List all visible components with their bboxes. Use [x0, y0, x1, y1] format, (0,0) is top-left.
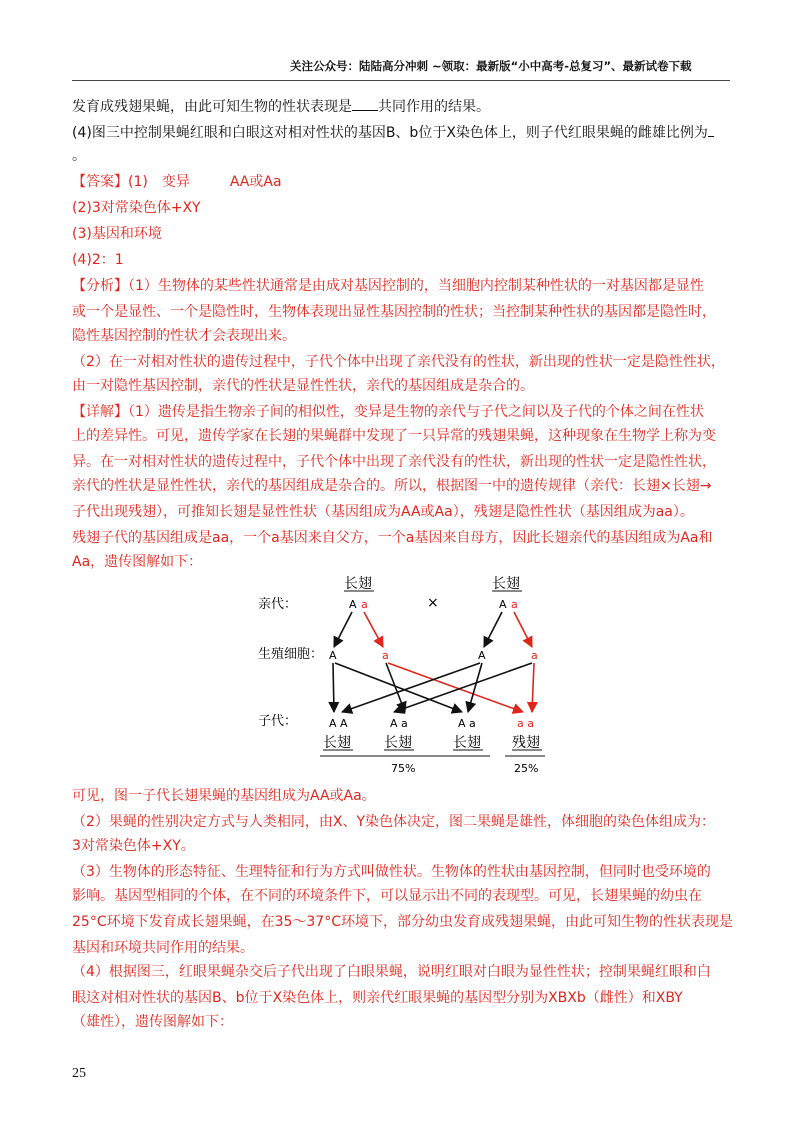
- parent-right-phenotype: 长翅: [492, 576, 520, 592]
- detail-line: [72, 402, 704, 422]
- parent-right-gene-A: A: [499, 598, 507, 611]
- analysis-line: 由一对隐性基因控制，亲代的性状是显性性状，亲代的基因组成是杂合的。: [72, 378, 534, 394]
- answer-line: (3)基因和环境: [72, 226, 162, 242]
- offspring-phenotype-3: 长翅: [453, 735, 481, 751]
- offspring-genotype-4: a a: [517, 717, 534, 730]
- answer-line: [72, 172, 282, 192]
- text-line: 。: [72, 148, 86, 164]
- text: AA或Aa: [229, 174, 282, 190]
- parent-left-gene-a: a: [361, 598, 368, 611]
- detail-line: （3）生物体的形态特征、生理特征和行为方式叫做性状。生物体的性状由基因控制，但同时也受环境的: [72, 864, 711, 880]
- parent-right-gene-a: a: [511, 598, 518, 611]
- cross-symbol: ×: [427, 595, 439, 611]
- parent-row-label: 亲代：: [258, 597, 298, 612]
- detail-line: 子代出现残翅），可推知长翅是显性性状（基因组成为AA或Aa），残翅是隐性性状（基因组成为aa）。: [72, 504, 694, 520]
- arrow: [335, 663, 462, 712]
- arrow: [484, 612, 502, 647]
- offspring-genotype-1: A A: [329, 717, 348, 730]
- arrow: [333, 663, 334, 712]
- arrow: [364, 612, 383, 647]
- detail-line: 25°C环境下发育成长翅果蝇，在35～37°C环境下，部分幼虫发育成残翅果蝇，由此可知生物的性状表现是: [72, 914, 733, 930]
- detail-line: Aa，遗传图解如下：: [72, 554, 203, 570]
- arrow: [386, 663, 405, 712]
- detail-line: 基因和环境共同作用的结果。: [72, 940, 254, 956]
- gamete-A-right: A: [478, 649, 486, 662]
- detail-line: 3对常染色体+XY。: [72, 838, 195, 854]
- detail-line: （2）果蝇的性别决定方式与人类相同，由X、Y染色体决定，图二果蝇是雄性，体细胞的染色体组成为：: [72, 814, 716, 830]
- text: 共同作用的结果。: [378, 99, 490, 115]
- offspring-genotype-2: A a: [390, 717, 408, 730]
- arrow: [532, 663, 534, 712]
- gamete-row-label: 生殖细胞：: [258, 647, 324, 662]
- gamete-a-right: a: [531, 649, 538, 662]
- arrow: [342, 663, 480, 712]
- arrow: [334, 612, 352, 647]
- analysis-line: 或一个是显性、一个是隐性时，生物体表现出显性基因控制的性状；当控制某种性状的基因都是隐性时，: [72, 304, 716, 320]
- detail-line: 异。在一对相对性状的遗传过程中，子代个体中出现了亲代没有的性状，新出现的性状一定是隐性性状，: [72, 454, 716, 470]
- offspring-phenotype-2: 长翅: [384, 735, 412, 751]
- text: (1): [128, 174, 148, 190]
- detail-line: 可见，图一子代长翅果蝇的基因组成为AA或Aa。: [72, 788, 376, 804]
- answer-line: (4)2：1: [72, 252, 124, 268]
- text: 变异: [161, 174, 190, 190]
- text: （1）遗传是指生物亲子间的相似性，变异是生物的亲代与子代之间以及子代的个体之间在性状: [128, 404, 704, 420]
- analysis-line: 隐性基因控制的性状才会表现出来。: [72, 328, 296, 344]
- inheritance-diagram: [0, 570, 800, 780]
- arrow: [394, 663, 532, 712]
- page-header: 关注公众号：陆陆高分冲刺 ~领取：最新版“小中高考-总复习”、最新试卷下载: [290, 59, 692, 73]
- detail-line: 上的差异性。可见，遗传学家在长翅的果蝇群中发现了一只异常的残翅果蝇，这种现象在生物学上称为变: [72, 428, 716, 444]
- offspring-row-label: 子代：: [258, 714, 298, 729]
- detail-line: 影响。基因型相同的个体，在不同的环境条件下，可以显示出不同的表现型。可见，长翅果蝇的幼虫在: [72, 888, 702, 904]
- detail-line: 残翅子代的基因组成是aa，一个a基因来自父方，一个a基因来自母方，因此长翅亲代的基因组成为Aa和: [72, 530, 713, 546]
- fill-blank: [352, 96, 378, 111]
- ratio-short: 25%: [514, 762, 539, 775]
- arrow: [514, 612, 532, 647]
- text-line: [72, 96, 490, 117]
- detail-line: （4）根据图三，红眼果蝇杂交后子代出现了白眼果蝇，说明红眼对白眼为显性性状；控制果蝇红眼和白: [72, 964, 711, 980]
- text: 发育成残翅果蝇，由此可知生物的性状表现是: [72, 99, 352, 115]
- page-number: 25: [72, 1066, 86, 1081]
- detail-label: 【详解】: [72, 404, 128, 420]
- parent-left-gene-A: A: [349, 598, 357, 611]
- fill-blank: [708, 122, 714, 137]
- text: (4)图三中控制果蝇红眼和白眼这对相对性状的基因B、b位于X染色体上，则子代红眼果蝇的雌雄比例为: [72, 125, 708, 141]
- detail-line: 眼这对相对性状的基因B、b位于X染色体上，则亲代红眼果蝇的基因型分别为XBXb（雌性）和XBY: [72, 990, 683, 1006]
- detail-line: （雄性），遗传图解如下：: [72, 1014, 233, 1030]
- ratio-long: 75%: [391, 762, 416, 775]
- parent-left-phenotype: 长翅: [344, 576, 372, 592]
- analysis-label: 【分析】: [72, 278, 128, 294]
- detail-line: 亲代的性状是显性性状，亲代的基因组成是杂合的。所以，根据图一中的遗传规律（亲代：长翅×长翅→: [72, 478, 712, 494]
- text-line: [72, 122, 714, 143]
- arrow: [388, 663, 523, 712]
- offspring-phenotype-1: 长翅: [323, 735, 351, 751]
- analysis-line: [72, 276, 704, 296]
- answer-label: 【答案】: [72, 174, 128, 190]
- gamete-A-left: A: [329, 649, 337, 662]
- offspring-genotype-3: A a: [458, 717, 476, 730]
- header-divider: [72, 80, 730, 81]
- offspring-phenotype-4: 残翅: [512, 735, 540, 751]
- analysis-line: （2）在一对相对性状的遗传过程中，子代个体中出现了亲代没有的性状，新出现的性状一定是隐性性状，: [72, 354, 725, 370]
- arrow: [468, 663, 482, 712]
- answer-line: (2)3对常染色体+XY: [72, 200, 201, 216]
- text: （1）生物体的某些性状通常是由成对基因控制的，当细胞内控制某种性状的一对基因都是显性: [128, 278, 704, 294]
- gamete-a-left: a: [382, 649, 389, 662]
